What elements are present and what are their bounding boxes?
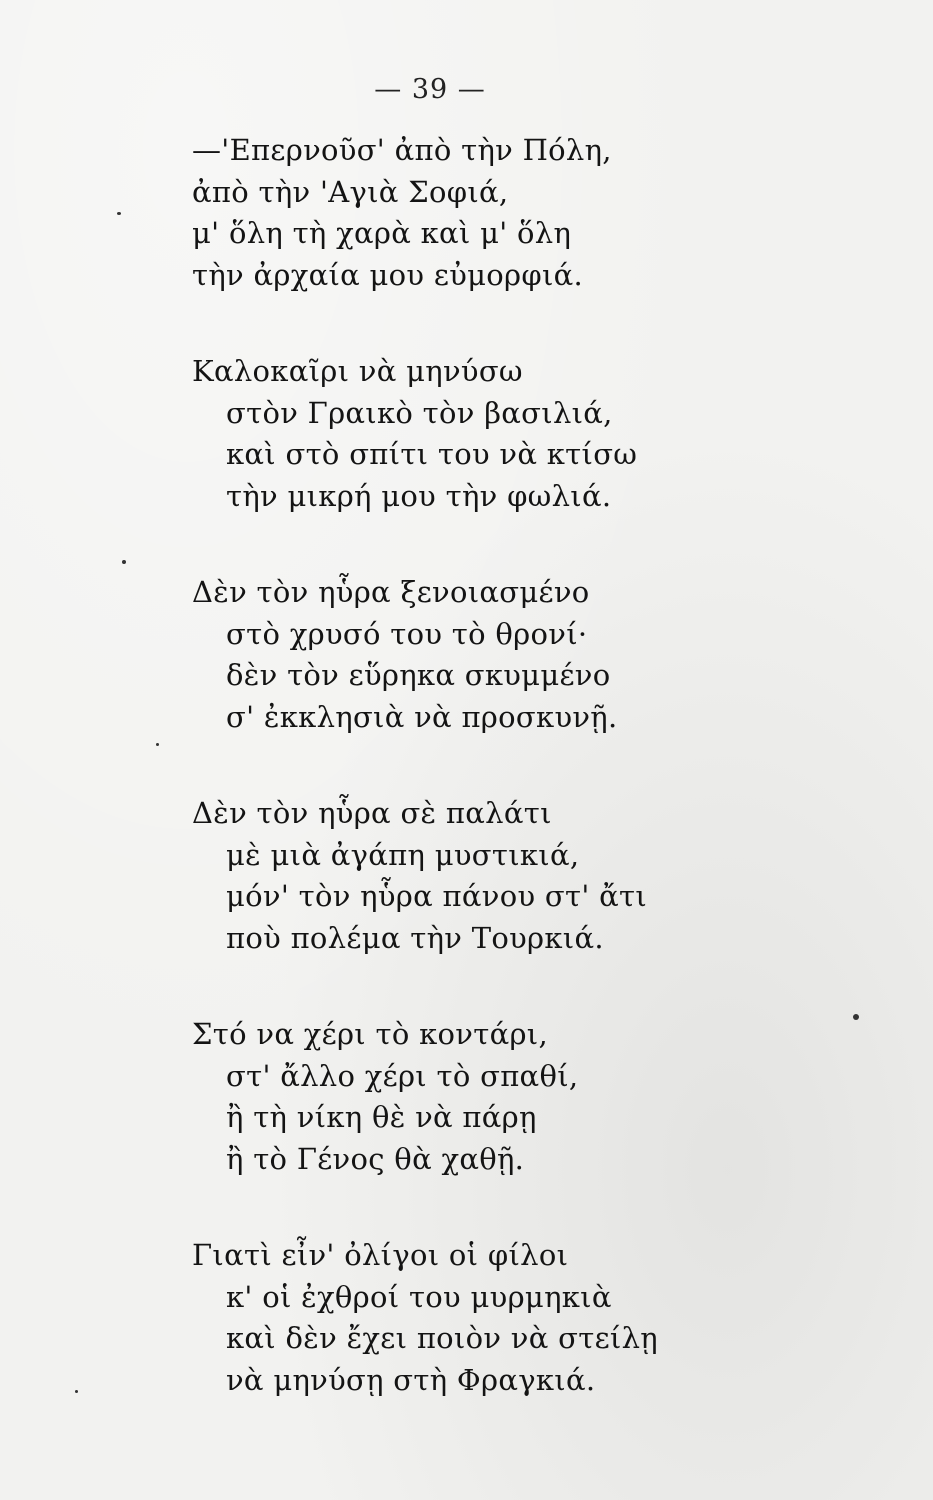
poem-line: μόν' τὸν ηὗρα πάνου στ' ἄτι: [226, 879, 648, 913]
stanza-5: [192, 1014, 752, 1180]
poem-line: στὸ χρυσό του τὸ θρονί·: [226, 616, 588, 651]
stanza-1: [192, 130, 752, 296]
poem-line: Δὲν τὸν ηὗρα ξενοιασμένο: [192, 575, 590, 609]
poem: [192, 130, 752, 1456]
stanza-2: [192, 351, 752, 517]
paper-speck: [122, 560, 126, 564]
poem-line: τὴν ἀρχαία μου εὐμορφιά.: [192, 257, 584, 292]
paper-speck: [156, 743, 159, 746]
poem-line: σ' ἐκκλησιὰ νὰ προσκυνῇ.: [226, 699, 618, 734]
poem-line: στὸν Γραικὸ τὸν βασιλιά,: [226, 395, 613, 430]
poem-line: Στό να χέρι τὸ κοντάρι,: [192, 1017, 548, 1051]
poem-line: καὶ στὸ σπίτι του νὰ κτίσω: [226, 437, 638, 471]
poem-line: ἀπὸ τὴν 'Αγιὰ Σοφιά,: [192, 174, 509, 209]
poem-line: Δὲν τὸν ηὗρα σὲ παλάτι: [192, 796, 552, 830]
paper-speck: [75, 1390, 78, 1393]
poem-line: μὲ μιὰ ἀγάπη μυστικιά,: [226, 837, 580, 872]
poem-line: μ' ὅλη τὴ χαρὰ καὶ μ' ὅλη: [192, 216, 572, 250]
poem-line: Καλοκαῖρι νὰ μηνύσω: [192, 354, 523, 388]
poem-line: στ' ἄλλο χέρι τὸ σπαθί,: [226, 1058, 579, 1093]
poem-line: τὴν μικρή μου τὴν φωλιά.: [226, 478, 612, 513]
poem-line: δὲν τὸν εὕρηκα σκυμμένο: [226, 658, 611, 692]
poem-line: ἢ τὴ νίκη θὲ νὰ πάρῃ: [226, 1100, 537, 1134]
stanza-4: [192, 793, 752, 959]
poem-line: καὶ δὲν ἔχει ποιὸν νὰ στείλῃ: [226, 1321, 658, 1355]
poem-line: ποὺ πολέμα τὴν Τουρκιά.: [226, 920, 604, 955]
poem-line: Γιατὶ εἶν' ὀλίγοι οἱ φίλοι: [192, 1238, 569, 1272]
poem-line: —'Επερνοῦσ' ἀπὸ τὴν Πόλη,: [192, 133, 612, 167]
poem-line: νὰ μηνύσῃ στὴ Φραγκιά.: [226, 1362, 596, 1397]
stanza-6: [192, 1235, 752, 1401]
stanza-3: [192, 572, 752, 738]
paper-speck: [117, 212, 121, 215]
poem-line: κ' οἱ ἐχθροί του μυρμηκιὰ: [226, 1279, 612, 1314]
page-number: — 39 —: [374, 74, 486, 105]
paper-speck: [853, 1014, 859, 1020]
poem-line: ἢ τὸ Γένος θὰ χαθῇ.: [226, 1141, 525, 1176]
